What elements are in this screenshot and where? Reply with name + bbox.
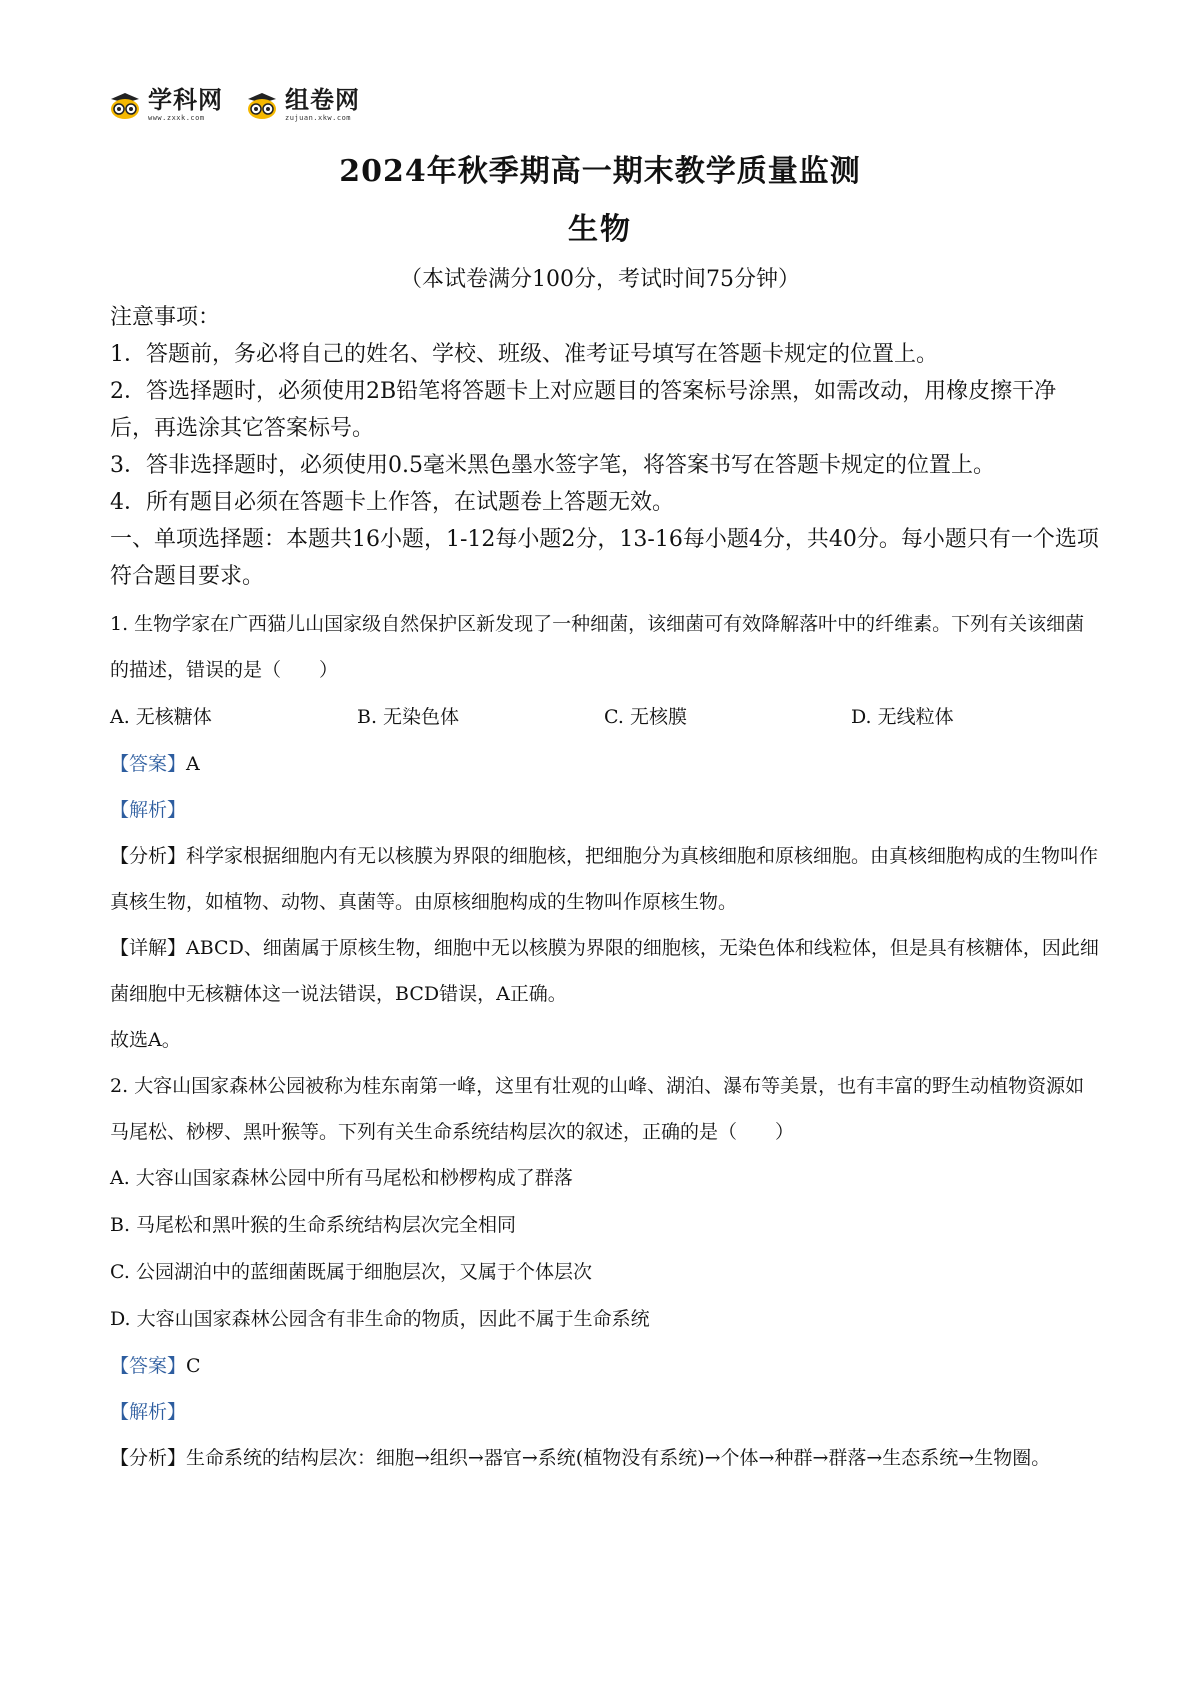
- option-c: C. 无核膜: [604, 706, 687, 728]
- logo-zujuan: [245, 88, 360, 122]
- section-heading: 一、单项选择题：本题共16小题，1-12每小题2分，13-16每小题4分，共40分。每小题只有一个选项符合题目要求。: [110, 527, 1099, 589]
- analysis-tag: 【解析】: [110, 1401, 187, 1423]
- question-1-options: [110, 693, 1100, 741]
- answer-value: A: [186, 753, 200, 775]
- fenxi-tag: 【分析】: [110, 1447, 187, 1469]
- option-d: D. 无线粒体: [851, 706, 954, 728]
- xiangjie-paragraph: [110, 925, 1100, 1017]
- xiangjie-text: ABCD、细菌属于原核生物，细胞中无以核膜为界限的细胞核，无染色体和线粒体，但是具有核糖体，因此细菌细胞中无核糖体这一说法错误，BCD错误，A正确。: [110, 937, 1099, 1005]
- owl-logo-icon: [108, 90, 142, 120]
- note-item: 3．答非选择题时，必须使用0.5毫米黑色墨水签字笔，将答案书写在答题卡规定的位置上。: [110, 453, 995, 478]
- document-body: [110, 300, 1100, 1481]
- answer-tag: 【答案】: [110, 753, 187, 775]
- page-title: 2024年秋季期高一期末教学质量监测: [339, 154, 861, 189]
- xiangjie-tag: 【详解】: [110, 937, 187, 959]
- option-b: B. 马尾松和黑叶猴的生命系统结构层次完全相同: [110, 1214, 517, 1236]
- logo-name: 组卷网: [285, 86, 360, 114]
- note-item: 4．所有题目必须在答题卡上作答，在试题卷上答题无效。: [110, 490, 674, 515]
- logo-url: zujuan.xkw.com: [285, 114, 352, 122]
- answer-tag: 【答案】: [110, 1355, 187, 1377]
- logo-url: www.zxxk.com: [148, 114, 205, 122]
- owl-logo-icon: [245, 90, 279, 120]
- fenxi-text: 科学家根据细胞内有无以核膜为界限的细胞核，把细胞分为真核细胞和原核细胞。由真核细胞构成的生物叫作真核生物，如植物、动物、真菌等。由原核细胞构成的生物叫作原核生物。: [110, 845, 1099, 913]
- fenxi-paragraph: [110, 1435, 1100, 1481]
- fenxi-paragraph: [110, 833, 1100, 925]
- option-c: C. 公园湖泊中的蓝细菌既属于细胞层次，又属于个体层次: [110, 1261, 592, 1283]
- fenxi-tag: 【分析】: [110, 845, 187, 867]
- option-a: A. 无核糖体: [110, 706, 212, 728]
- fenxi-text: 生命系统的结构层次：细胞→组织→器官→系统(植物没有系统)→个体→种群→群落→生态系统→生物圈。: [186, 1447, 1051, 1469]
- conclusion: 故选A。: [110, 1029, 181, 1051]
- analysis-tag: 【解析】: [110, 799, 187, 821]
- logo-name: 学科网: [148, 86, 223, 114]
- exam-info: （本试卷满分100分，考试时间75分钟）: [400, 267, 800, 292]
- answer-line: [110, 1343, 1100, 1389]
- answer-line: [110, 741, 1100, 787]
- option-a: A. 大容山国家森林公园中所有马尾松和桫椤构成了群落: [110, 1167, 573, 1189]
- header-logos: [108, 88, 360, 122]
- subject-title: 生物: [568, 212, 632, 247]
- notes-heading: 注意事项：: [110, 305, 221, 330]
- option-d: D. 大容山国家森林公园含有非生命的物质，因此不属于生命系统: [110, 1308, 650, 1330]
- answer-value: C: [186, 1355, 201, 1377]
- logo-zxxk: [108, 88, 223, 122]
- option-b: B. 无染色体: [357, 706, 460, 728]
- note-item: 2．答选择题时，必须使用2B铅笔将答题卡上对应题目的答案标号涂黑，如需改动，用橡皮擦干净后，再选涂其它答案标号。: [110, 379, 1057, 441]
- question-2-stem: 2. 大容山国家森林公园被称为桂东南第一峰，这里有壮观的山峰、湖泊、瀑布等美景，也有丰富的野生动植物资源如马尾松、桫椤、黑叶猴等。下列有关生命系统结构层次的叙述，正确的是（ ）: [110, 1075, 1085, 1143]
- question-1-stem: 1. 生物学家在广西猫儿山国家级自然保护区新发现了一种细菌，该细菌可有效降解落叶中的纤维素。下列有关该细菌的描述，错误的是（ ）: [110, 613, 1085, 681]
- note-item: 1．答题前，务必将自己的姓名、学校、班级、准考证号填写在答题卡规定的位置上。: [110, 342, 938, 367]
